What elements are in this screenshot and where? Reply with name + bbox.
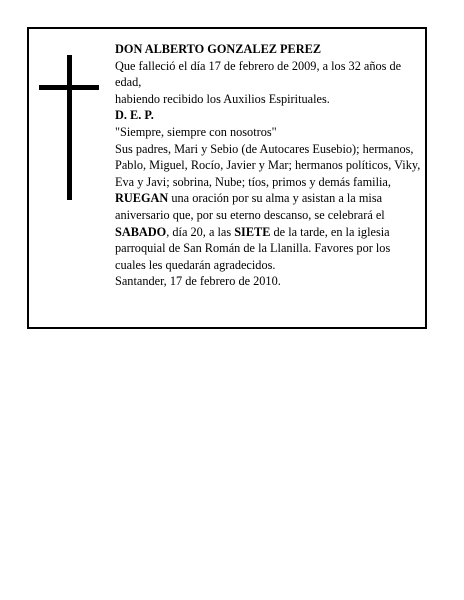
- request-text-3: de la tarde, en la iglesia parroquial de San Román de la Llanilla. Favores por los cuales les quedarán agradecidos.: [115, 224, 391, 272]
- deceased-name: DON ALBERTO GONZALEZ PEREZ: [115, 42, 322, 56]
- notice-text: [115, 41, 421, 290]
- family-list: Sus padres, Mari y Sebio (de Autocares Eusebio); hermanos, Pablo, Miguel, Rocío, Javier y Mar; hermanos políticos, Viky, Eva y Javi; sobrina, Nube; tíos, primos y demás familia,: [115, 141, 421, 189]
- rest-in-peace: D. E. P.: [115, 108, 154, 123]
- mass-request: [115, 190, 421, 273]
- place-and-date: Santander, 17 de febrero de 2010.: [115, 274, 281, 289]
- time-word: SIETE: [234, 224, 271, 239]
- cross-vertical-bar: [67, 55, 72, 200]
- cross-icon: [39, 55, 99, 200]
- request-text-2: , día 20, a las: [166, 224, 235, 239]
- obituary-notice: [27, 27, 427, 329]
- cross-horizontal-bar: [39, 85, 99, 90]
- memorial-quote: "Siempre, siempre con nosotros": [115, 124, 277, 139]
- request-text-1: una oración por su alma y asistan a la misa aniversario que, por su eterno descanso, se celebrará el: [115, 191, 385, 222]
- day-word: SABADO: [115, 224, 167, 239]
- death-statement: Que falleció el día 17 de febrero de 2009, a los 32 años de edad,: [115, 58, 402, 90]
- sacraments-statement: habiendo recibido los Auxilios Espirituales.: [115, 91, 330, 106]
- request-word: RUEGAN: [115, 191, 169, 206]
